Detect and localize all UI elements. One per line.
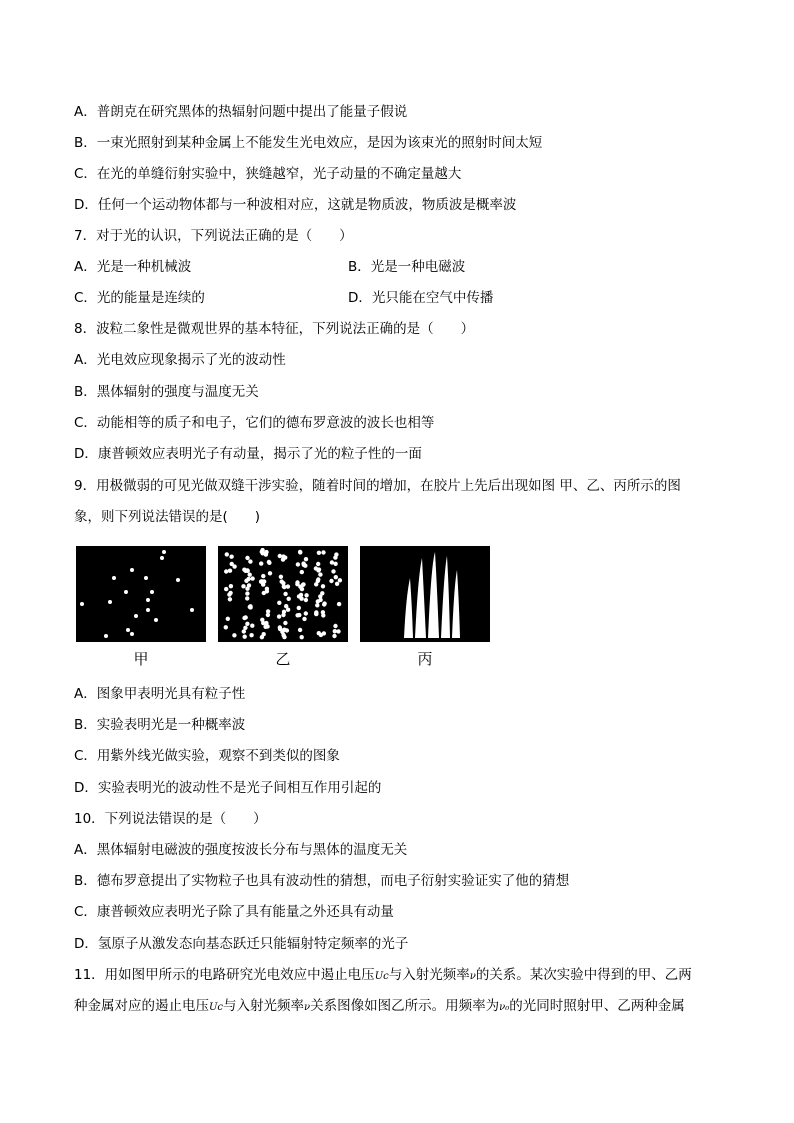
q11-text: 的光同时照射甲、乙两种金属	[509, 998, 685, 1014]
stopping-voltage-symbol: Uc	[209, 1002, 224, 1013]
q11-text: 种金属对应的遏止电压	[74, 998, 209, 1014]
q11-text: 的关系。某次实验中得到的甲、乙两	[475, 967, 692, 983]
q9-option-b: B．实验表明光是一种概率波	[74, 717, 246, 733]
q9-option-c: C．用紫外线光做实验，观察不到类似的图象	[74, 748, 340, 764]
q11-text: 与入射光频率	[223, 998, 305, 1014]
q9-option-d: D．实验表明光的波动性不是光子间相互作用引起的	[74, 780, 382, 796]
interference-figures	[76, 546, 496, 671]
q9-stem-line1: 9．用极微弱的可见光做双缝干涉实验，随着时间的增加，在胶片上先后出现如图 甲、乙、丙所示的图	[74, 478, 681, 494]
q11-text: 与入射光频率	[388, 967, 470, 983]
figure-bing-smooth-fringes	[360, 546, 490, 642]
q7-stem: 7．对于光的认识，下列说法正确的是（ ）	[74, 228, 353, 244]
q11-stem-line1	[74, 965, 692, 987]
figure-jia-sparse-dots	[76, 546, 206, 642]
q11-text: 11．用如图甲所示的电路研究光电效应中遏止电压	[74, 967, 375, 983]
q6-option-d: D．任何一个运动物体都与一种波相对应，这就是物质波，物质波是概率波	[74, 197, 517, 213]
q10-option-c: C．康普顿效应表明光子除了具有能量之外还具有动量	[74, 904, 394, 920]
q8-option-b: B．黑体辐射的强度与温度无关	[74, 384, 259, 400]
frequency-nu0-symbol: ν₀	[499, 1002, 510, 1013]
q8-option-a: A．光电效应现象揭示了光的波动性	[74, 352, 286, 368]
q10-stem: 10．下列说法错误的是（ ）	[74, 811, 267, 827]
q7-option-c: C．光的能量是连续的	[74, 290, 205, 306]
q7-option-b: B．光是一种电磁波	[348, 259, 466, 275]
caption-yi: 乙	[275, 650, 291, 668]
q11-stem-line2	[74, 996, 685, 1018]
q10-option-a: A．黑体辐射电磁波的强度按波长分布与黑体的温度无关	[74, 842, 408, 858]
q7-option-d: D．光只能在空气中传播	[348, 290, 494, 306]
q8-stem: 8．波粒二象性是微观世界的基本特征，下列说法正确的是（ ）	[74, 321, 475, 337]
q6-option-c: C．在光的单缝衍射实验中，狭缝越窄，光子动量的不确定量越大	[74, 166, 462, 182]
q9-stem-line2: 象，则下列说法错误的是( )	[74, 509, 261, 525]
q9-option-a: A．图象甲表明光具有粒子性	[74, 686, 246, 702]
stopping-voltage-symbol: Uc	[374, 971, 389, 982]
q10-option-d: D．氢原子从激发态向基态跃迁只能辐射特定频率的光子	[74, 936, 409, 952]
q8-option-d: D．康普顿效应表明光子有动量，揭示了光的粒子性的一面	[74, 446, 422, 462]
q7-option-a: A．光是一种机械波	[74, 259, 192, 275]
q8-option-c: C．动能相等的质子和电子，它们的德布罗意波的波长也相等	[74, 415, 435, 431]
q11-text: 关系图像如图乙所示。用频率为	[310, 998, 500, 1014]
q10-option-b: B．德布罗意提出了实物粒子也具有波动性的猜想，而电子衍射实验证实了他的猜想	[74, 873, 570, 889]
caption-bing: 丙	[417, 650, 433, 668]
frequency-symbol: ν	[304, 1002, 311, 1013]
frequency-symbol: ν	[469, 971, 476, 982]
figure-yi-dense-fringes	[218, 546, 348, 642]
q6-option-b: B．一束光照射到某种金属上不能发生光电效应，是因为该束光的照射时间太短	[74, 135, 543, 151]
caption-jia: 甲	[133, 650, 149, 668]
q6-option-a: A．普朗克在研究黑体的热辐射问题中提出了能量子假说	[74, 104, 408, 120]
